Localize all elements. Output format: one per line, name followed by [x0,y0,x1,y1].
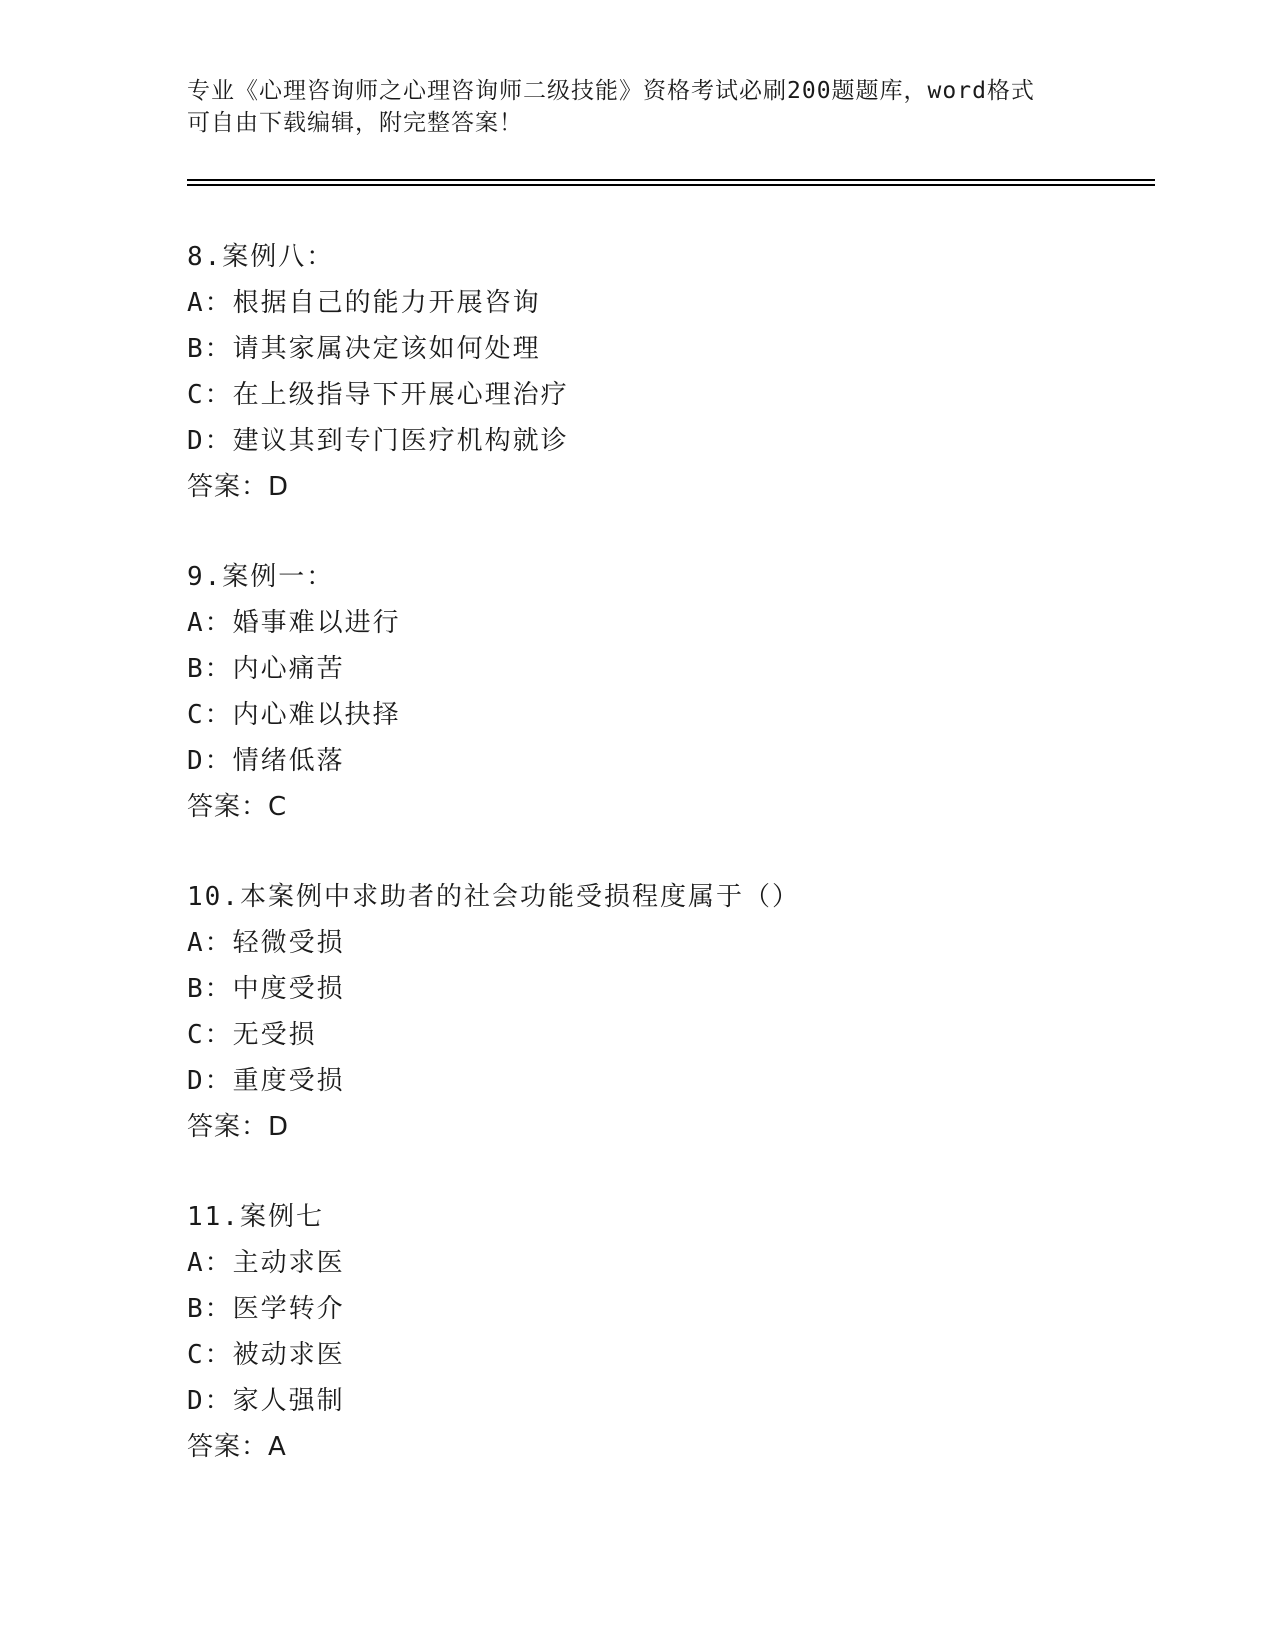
question-stem: 10.本案例中求助者的社会功能受损程度属于（） [187,882,800,912]
option-c: C：无受损 [187,1020,317,1050]
answer-line: 答案：D [187,472,290,502]
option-d: D：重度受损 [187,1066,345,1096]
option-b: B：内心痛苦 [187,654,345,684]
question-stem: 11.案例七 [187,1202,324,1232]
option-a: A：轻微受损 [187,928,345,958]
question-9 [187,554,1127,830]
option-d: D：家人强制 [187,1386,345,1416]
option-a: A：主动求医 [187,1248,345,1278]
option-d: D：建议其到专门医疗机构就诊 [187,426,569,456]
option-c: C：在上级指导下开展心理治疗 [187,380,569,410]
header-divider-top [187,179,1155,181]
header-line-1: 专业《心理咨询师之心理咨询师二级技能》资格考试必刷200题题库，word格式 [187,78,1035,104]
option-a: A：根据自己的能力开展咨询 [187,288,541,318]
option-b: B：中度受损 [187,974,345,1004]
header-divider-bottom [187,184,1155,186]
option-b: B：请其家属决定该如何处理 [187,334,541,364]
header-line-2: 可自由下载编辑，附完整答案！ [187,110,523,136]
option-b: B：医学转介 [187,1294,345,1324]
option-d: D：情绪低落 [187,746,345,776]
question-8 [187,234,1127,510]
option-c: C：被动求医 [187,1340,345,1370]
option-c: C：内心难以抉择 [187,700,401,730]
question-stem: 9.案例一： [187,562,335,592]
answer-line: 答案：A [187,1432,287,1462]
question-stem: 8.案例八： [187,242,335,272]
answer-line: 答案：C [187,792,288,822]
question-10 [187,874,1127,1150]
answer-line: 答案：D [187,1112,290,1142]
question-11 [187,1194,1127,1470]
option-a: A：婚事难以进行 [187,608,401,638]
document-header [187,75,1087,139]
